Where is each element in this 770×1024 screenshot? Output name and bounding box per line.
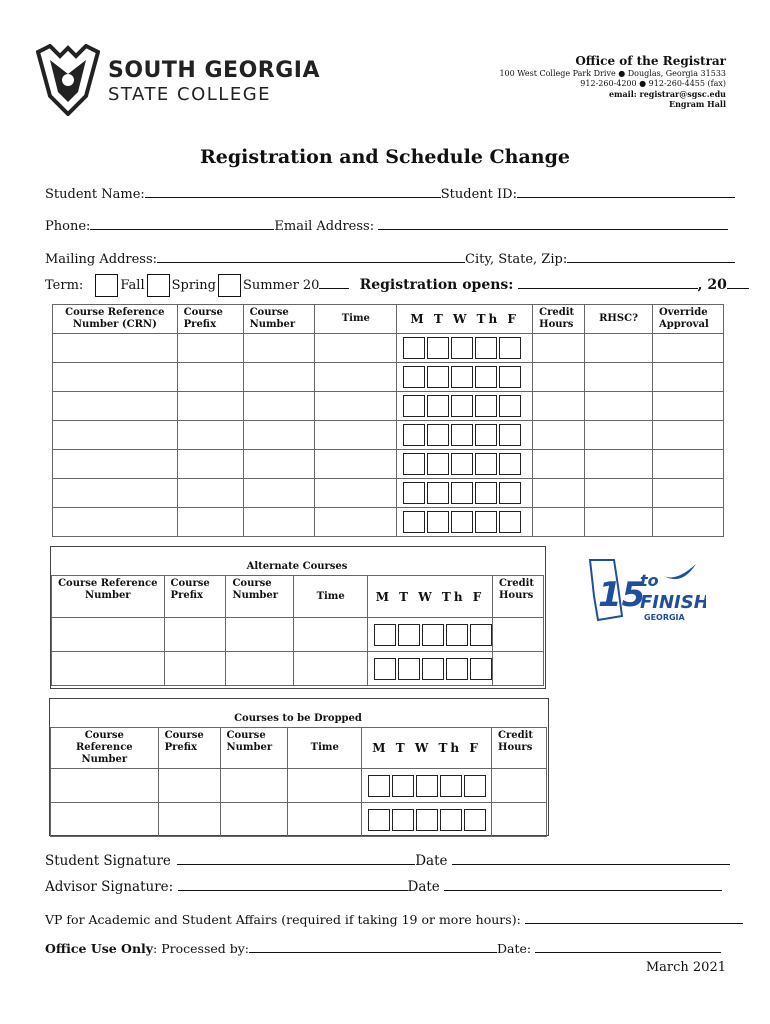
city-label: City, State, Zip: [465, 252, 568, 267]
spring-label: Spring [171, 278, 216, 293]
summer-checkbox[interactable] [218, 274, 241, 297]
course-cell[interactable] [177, 334, 243, 363]
day-checkbox[interactable] [427, 482, 449, 504]
alt-course-cell[interactable] [294, 618, 368, 652]
dropped-courses-caption: Courses to be Dropped [234, 713, 362, 724]
day-checkbox[interactable] [451, 424, 473, 446]
course-cell[interactable] [533, 421, 585, 450]
header-override: Override Approval [652, 305, 723, 334]
student-name-row [45, 185, 735, 202]
office-use-row [45, 940, 721, 956]
course-days-cell [397, 450, 533, 479]
day-checkbox[interactable] [475, 395, 497, 417]
day-checkbox[interactable] [499, 395, 521, 417]
student-signature-row [45, 852, 730, 869]
course-cell[interactable] [243, 508, 315, 537]
course-cell[interactable] [177, 479, 243, 508]
course-days-cell [397, 392, 533, 421]
course-days-cell [397, 363, 533, 392]
email-field[interactable] [378, 217, 728, 230]
mailing-field[interactable] [157, 250, 465, 263]
course-cell[interactable] [585, 479, 653, 508]
alt-course-cell[interactable] [226, 652, 294, 686]
alt-course-cell[interactable] [52, 618, 165, 652]
day-checkbox[interactable] [392, 775, 414, 797]
day-checkbox[interactable] [446, 624, 468, 646]
drop-days-label: M T W Th F [372, 741, 481, 755]
drop-course-cell[interactable] [51, 769, 159, 803]
office-building: Engram Hall [669, 99, 726, 109]
badge-finish: FINISH [640, 592, 706, 613]
course-cell[interactable] [243, 392, 315, 421]
student-name-label: Student Name: [45, 187, 145, 202]
advisor-date-field[interactable] [444, 878, 722, 891]
course-table [52, 304, 724, 537]
drop-header-credit: Credit Hours [492, 728, 547, 769]
day-checkbox[interactable] [427, 395, 449, 417]
day-checkbox[interactable] [470, 624, 492, 646]
day-checkbox[interactable] [499, 511, 521, 533]
student-id-label: Student ID: [440, 187, 517, 202]
registration-opens-label: Registration opens: [359, 277, 514, 293]
drop-course-row [51, 769, 547, 803]
drop-course-cell[interactable] [158, 803, 220, 837]
day-checkbox[interactable] [403, 482, 425, 504]
office-phone: 912-260-4200 ● 912-260-4455 (fax) [580, 79, 726, 88]
alt-header-time: Time [294, 576, 368, 618]
alt-course-cell[interactable] [226, 618, 294, 652]
course-row [53, 508, 724, 537]
course-cell[interactable] [315, 392, 397, 421]
day-checkbox[interactable] [368, 775, 390, 797]
drop-course-cell[interactable] [220, 769, 288, 803]
alt-course-cell[interactable] [492, 652, 543, 686]
day-checkbox[interactable] [464, 809, 486, 831]
course-days-cell [397, 421, 533, 450]
office-use-label: Office Use Only [45, 941, 154, 956]
mailing-row [45, 250, 735, 267]
course-cell[interactable] [533, 363, 585, 392]
drop-course-cell[interactable] [288, 803, 362, 837]
college-logo [36, 44, 346, 120]
course-cell[interactable] [652, 450, 723, 479]
office-title: Office of the Registrar [575, 54, 726, 68]
office-email: email: registrar@sgsc.edu [608, 89, 726, 99]
alt-header-credit: Credit Hours [492, 576, 543, 618]
header-credit: Credit Hours [533, 305, 585, 334]
day-checkbox[interactable] [451, 453, 473, 475]
day-checkbox[interactable] [451, 366, 473, 388]
day-checkbox[interactable] [398, 658, 420, 680]
day-checkbox[interactable] [440, 809, 462, 831]
alt-course-cell[interactable] [52, 652, 165, 686]
drop-course-days-cell [362, 769, 492, 803]
course-cell[interactable] [53, 363, 178, 392]
registration-date-field[interactable] [518, 276, 698, 289]
course-cell[interactable] [315, 421, 397, 450]
day-checkbox[interactable] [475, 453, 497, 475]
course-cell[interactable] [652, 363, 723, 392]
day-checkbox[interactable] [499, 366, 521, 388]
vp-signature-field[interactable] [525, 911, 743, 924]
processed-by-label: : Processed by: [153, 941, 250, 956]
advisor-signature-label: Advisor Signature: [45, 879, 174, 895]
course-cell[interactable] [652, 392, 723, 421]
alternate-courses-caption: Alternate Courses [246, 561, 348, 572]
course-cell[interactable] [53, 479, 178, 508]
course-row [53, 450, 724, 479]
course-days-cell [397, 334, 533, 363]
course-cell[interactable] [533, 334, 585, 363]
year-prefix: , 20 [697, 277, 727, 293]
course-cell[interactable] [177, 450, 243, 479]
course-cell[interactable] [652, 334, 723, 363]
course-cell[interactable] [53, 450, 178, 479]
course-cell[interactable] [243, 363, 315, 392]
course-cell[interactable] [243, 421, 315, 450]
course-cell[interactable] [177, 392, 243, 421]
drop-course-cell[interactable] [158, 769, 220, 803]
city-field[interactable] [567, 250, 735, 263]
day-checkbox[interactable] [427, 366, 449, 388]
alt-header-crn: Course Reference Number [52, 576, 165, 618]
day-checkbox[interactable] [403, 395, 425, 417]
day-checkbox[interactable] [422, 658, 444, 680]
alt-header-days [367, 576, 492, 618]
student-signature-field[interactable] [177, 852, 415, 865]
drop-course-cell[interactable] [288, 769, 362, 803]
drop-course-cell[interactable] [492, 769, 547, 803]
drop-header-prefix: Course Prefix [158, 728, 220, 769]
course-cell[interactable] [53, 508, 178, 537]
course-cell[interactable] [533, 479, 585, 508]
day-checkbox[interactable] [470, 658, 492, 680]
course-cell[interactable] [315, 363, 397, 392]
course-cell[interactable] [243, 479, 315, 508]
course-cell[interactable] [53, 421, 178, 450]
course-cell[interactable] [585, 508, 653, 537]
phone-field[interactable] [90, 217, 274, 230]
fall-label: Fall [120, 278, 145, 293]
day-checkbox[interactable] [422, 624, 444, 646]
alt-header-prefix: Course Prefix [164, 576, 226, 618]
day-checkbox[interactable] [403, 337, 425, 359]
course-cell[interactable] [585, 363, 653, 392]
day-checkbox[interactable] [403, 424, 425, 446]
processed-by-field[interactable] [249, 940, 497, 953]
drop-header-number: Course Number [220, 728, 288, 769]
fall-checkbox[interactable] [95, 274, 118, 297]
course-row [53, 479, 724, 508]
header-prefix: Course Prefix [177, 305, 243, 334]
day-checkbox[interactable] [475, 511, 497, 533]
day-checkbox[interactable] [403, 511, 425, 533]
days-label: M T W Th F [410, 312, 519, 326]
course-cell[interactable] [177, 421, 243, 450]
day-checkbox[interactable] [451, 482, 473, 504]
day-checkbox[interactable] [440, 775, 462, 797]
day-checkbox[interactable] [368, 809, 390, 831]
course-row [53, 392, 724, 421]
drop-course-cell[interactable] [51, 803, 159, 837]
spring-checkbox[interactable] [147, 274, 170, 297]
form-title: Registration and Schedule Change [200, 146, 570, 168]
day-checkbox[interactable] [446, 658, 468, 680]
day-checkbox[interactable] [475, 424, 497, 446]
vp-signature-label: VP for Academic and Student Affairs (required if taking 19 or more hours): [45, 912, 521, 927]
alt-course-cell[interactable] [492, 618, 543, 652]
day-checkbox[interactable] [451, 395, 473, 417]
day-checkbox[interactable] [403, 366, 425, 388]
day-checkbox[interactable] [392, 809, 414, 831]
phone-row [45, 217, 728, 234]
registration-year-field[interactable] [727, 276, 749, 289]
office-address: 100 West College Park Drive ● Douglas, Georgia 31533 [499, 69, 726, 78]
drop-header-crn: Course Reference Number [51, 728, 159, 769]
course-row [53, 363, 724, 392]
alt-days-label: M T W Th F [375, 589, 485, 604]
course-cell[interactable] [243, 450, 315, 479]
day-checkbox[interactable] [475, 482, 497, 504]
student-id-field[interactable] [517, 185, 735, 198]
drop-header-time: Time [288, 728, 362, 769]
alt-course-cell[interactable] [164, 618, 226, 652]
day-checkbox[interactable] [416, 809, 438, 831]
alt-course-days-cell [367, 618, 492, 652]
course-cell[interactable] [53, 334, 178, 363]
dropped-courses-table [50, 727, 547, 837]
day-checkbox[interactable] [451, 337, 473, 359]
drop-course-cell[interactable] [492, 803, 547, 837]
course-cell[interactable] [177, 508, 243, 537]
badge-number: 15 [598, 575, 646, 615]
course-cell[interactable] [652, 421, 723, 450]
course-row [53, 421, 724, 450]
alt-header-number: Course Number [226, 576, 294, 618]
badge-to: to [640, 571, 659, 590]
badge-state: GEORGIA [644, 613, 685, 622]
day-checkbox[interactable] [416, 775, 438, 797]
alt-course-row [52, 652, 544, 686]
course-cell[interactable] [533, 508, 585, 537]
course-cell[interactable] [177, 363, 243, 392]
day-checkbox[interactable] [403, 453, 425, 475]
course-cell[interactable] [585, 334, 653, 363]
advisor-signature-field[interactable] [178, 878, 408, 891]
college-name-line1: SOUTH GEORGIA [108, 58, 320, 83]
day-checkbox[interactable] [464, 775, 486, 797]
day-checkbox[interactable] [374, 658, 396, 680]
drop-course-row [51, 803, 547, 837]
fifteen-to-finish-logo-icon [584, 556, 706, 626]
alt-course-cell[interactable] [164, 652, 226, 686]
advisor-signature-row [45, 878, 722, 895]
header-number: Course Number [243, 305, 315, 334]
summer-label: Summer 20 [242, 278, 320, 293]
alternate-courses-table [51, 575, 544, 686]
day-checkbox[interactable] [499, 482, 521, 504]
summer-year-field[interactable] [319, 276, 349, 289]
day-checkbox[interactable] [427, 511, 449, 533]
day-checkbox[interactable] [451, 511, 473, 533]
office-date-field[interactable] [535, 940, 721, 953]
day-checkbox[interactable] [374, 624, 396, 646]
phone-label: Phone: [45, 219, 91, 234]
course-cell[interactable] [315, 334, 397, 363]
day-checkbox[interactable] [499, 424, 521, 446]
vp-signature-row [45, 911, 743, 927]
day-checkbox[interactable] [475, 366, 497, 388]
course-cell[interactable] [53, 392, 178, 421]
student-date-label: Date [415, 853, 448, 869]
day-checkbox[interactable] [475, 337, 497, 359]
student-date-field[interactable] [452, 852, 730, 865]
alt-course-row [52, 618, 544, 652]
drop-course-cell[interactable] [220, 803, 288, 837]
day-checkbox[interactable] [427, 424, 449, 446]
course-days-cell [397, 479, 533, 508]
day-checkbox[interactable] [499, 453, 521, 475]
course-cell[interactable] [315, 508, 397, 537]
course-cell[interactable] [243, 334, 315, 363]
email-label: Email Address: [274, 219, 375, 234]
header-crn: Course Reference Number (CRN) [53, 305, 178, 334]
student-signature-label: Student Signature [45, 853, 171, 869]
college-name-line2: STATE COLLEGE [108, 84, 272, 105]
office-contact-block [499, 53, 726, 109]
office-date-label: Date: [497, 941, 532, 956]
course-cell[interactable] [533, 392, 585, 421]
student-name-field[interactable] [145, 185, 441, 198]
day-checkbox[interactable] [499, 337, 521, 359]
header-rhsc: RHSC? [585, 305, 653, 334]
day-checkbox[interactable] [427, 453, 449, 475]
day-checkbox[interactable] [427, 337, 449, 359]
advisor-date-label: Date [407, 879, 440, 895]
day-checkbox[interactable] [398, 624, 420, 646]
drop-header-days [362, 728, 492, 769]
term-row [45, 272, 749, 299]
course-cell[interactable] [585, 450, 653, 479]
course-cell[interactable] [533, 450, 585, 479]
course-cell[interactable] [652, 508, 723, 537]
course-cell[interactable] [315, 450, 397, 479]
term-label: Term: [45, 278, 84, 293]
course-cell[interactable] [585, 392, 653, 421]
mailing-label: Mailing Address: [45, 252, 158, 267]
alt-course-days-cell [367, 652, 492, 686]
course-cell[interactable] [315, 479, 397, 508]
header-time: Time [315, 305, 397, 334]
course-days-cell [397, 508, 533, 537]
drop-course-days-cell [362, 803, 492, 837]
shield-crest-icon [36, 44, 100, 116]
form-version-date: March 2021 [645, 960, 726, 975]
alt-course-cell[interactable] [294, 652, 368, 686]
course-cell[interactable] [652, 479, 723, 508]
course-cell[interactable] [585, 421, 653, 450]
course-row [53, 334, 724, 363]
header-days [397, 305, 533, 334]
fifteen-to-finish-badge [584, 556, 706, 626]
